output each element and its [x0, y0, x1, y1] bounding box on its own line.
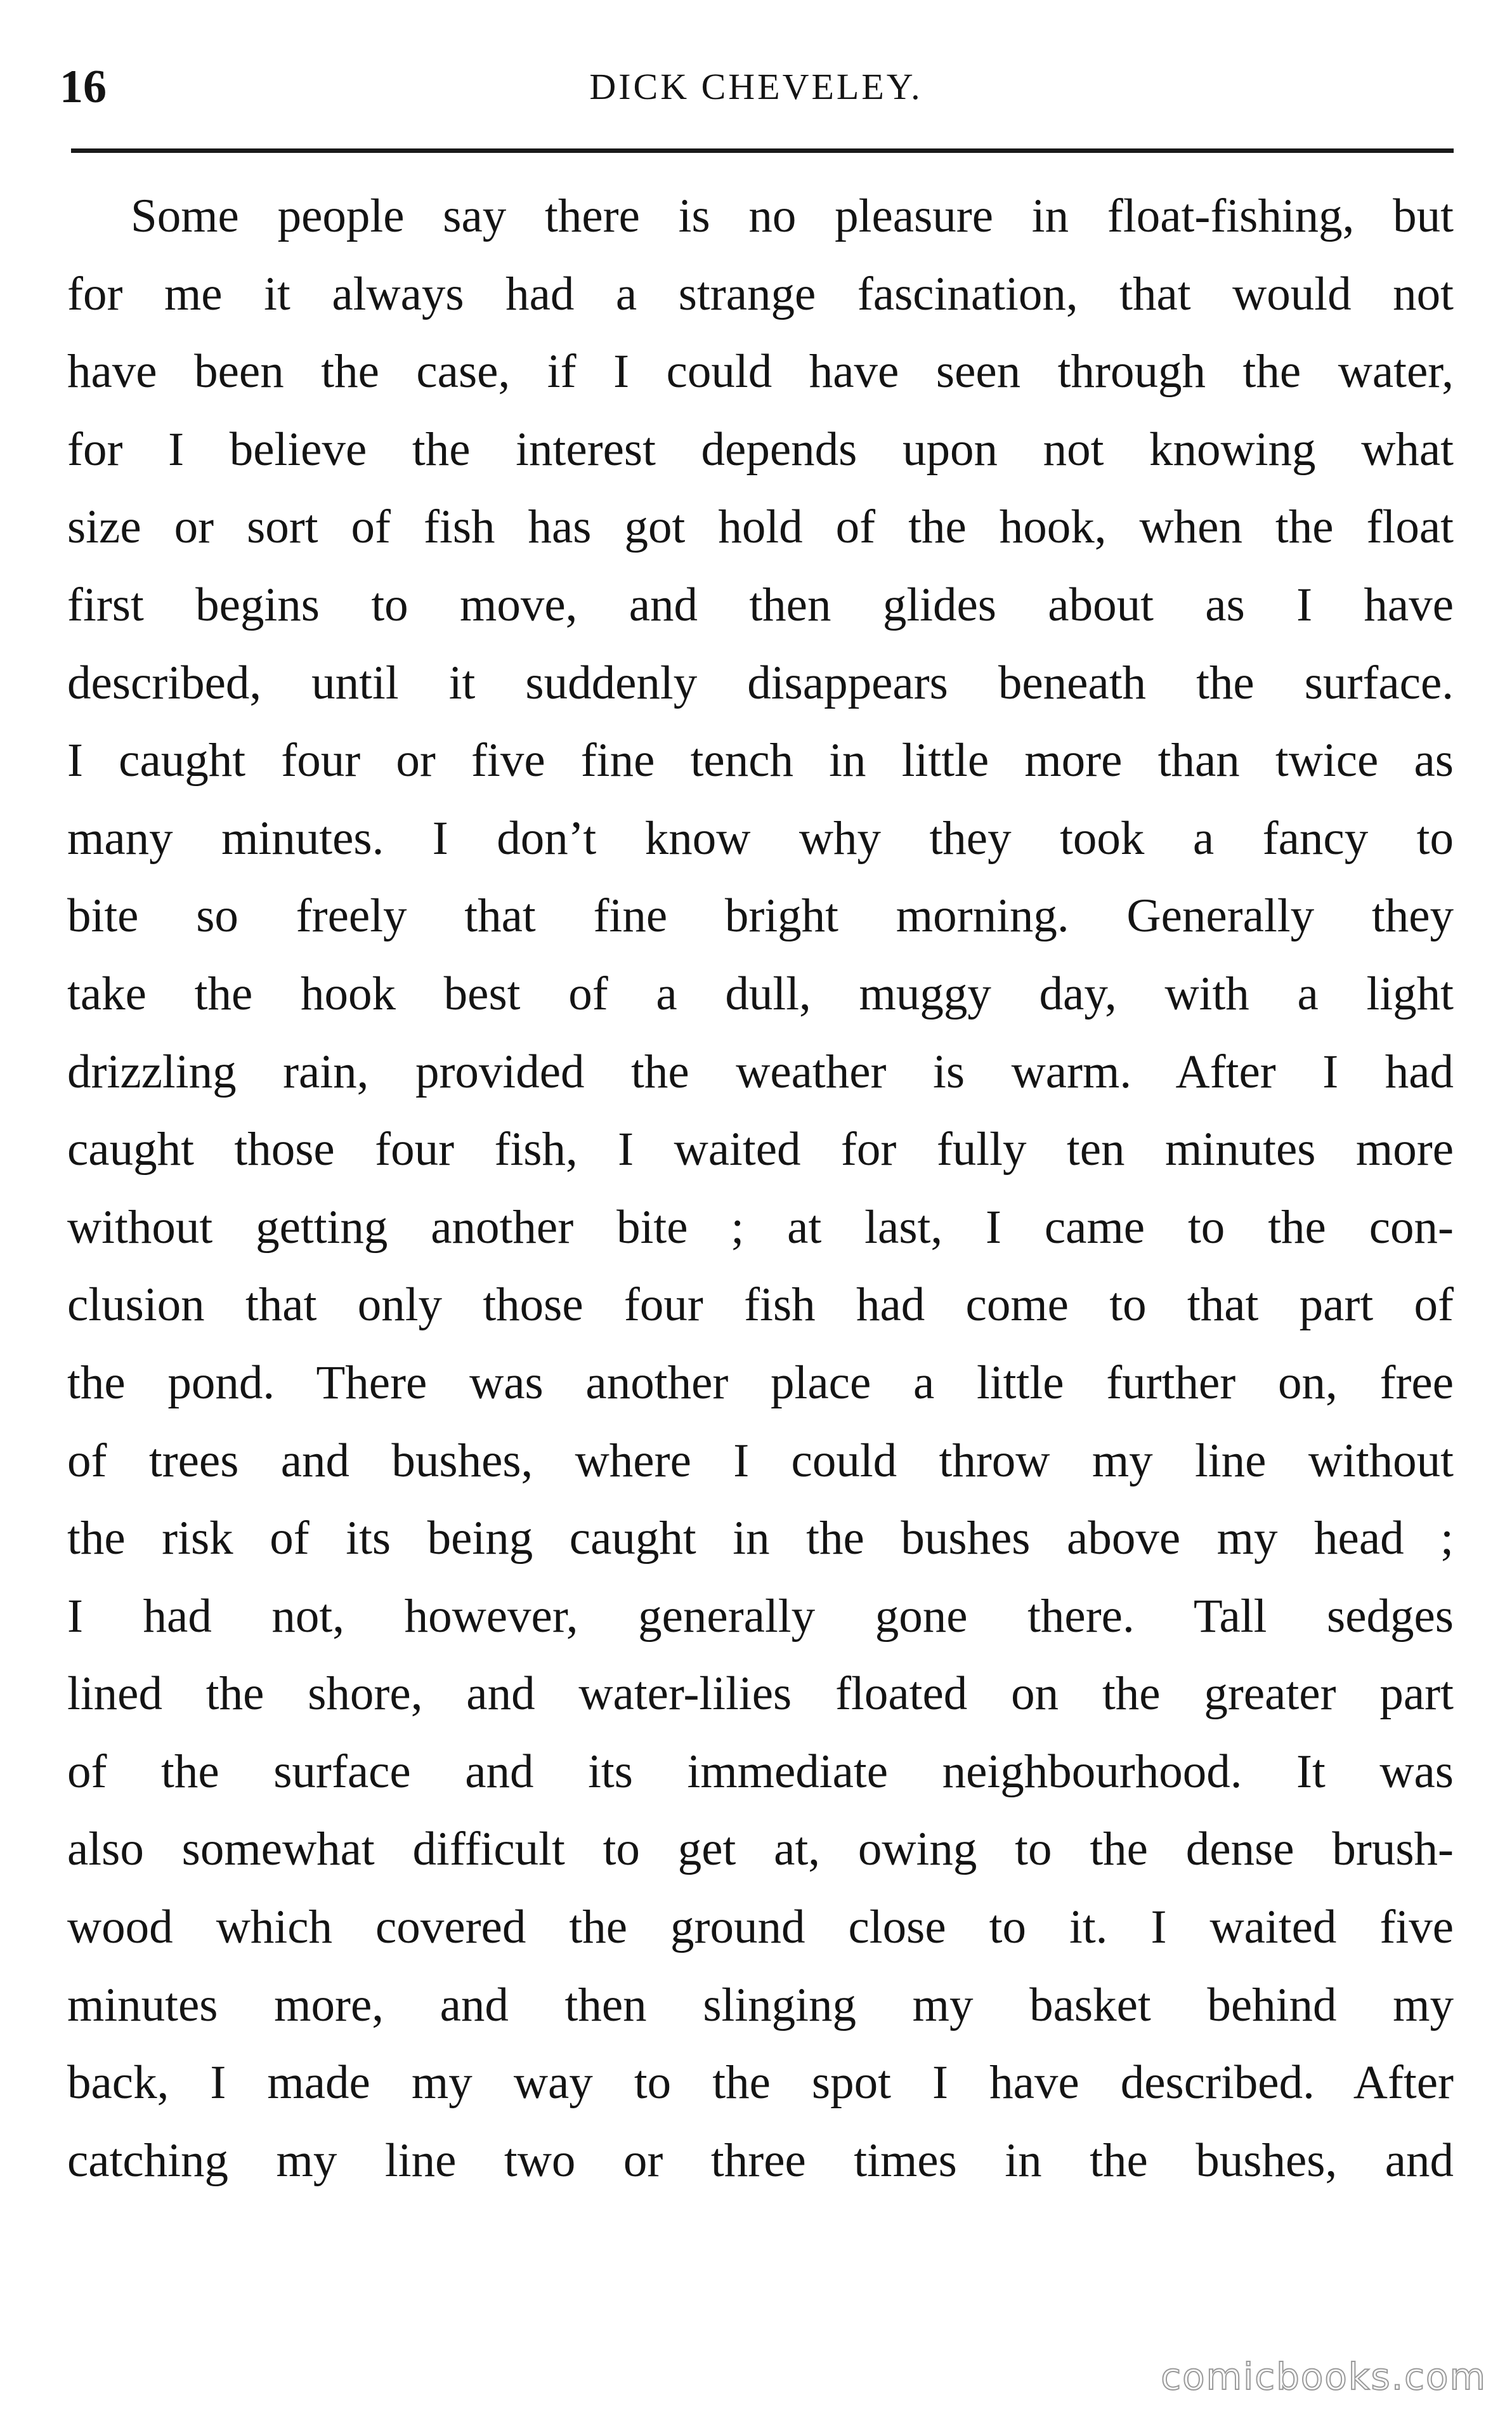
text-line: size or sort of fish has got hold of the hook, when the float [67, 501, 1454, 554]
page-number: 16 [60, 61, 107, 113]
site-watermark: comicbooks.com [1161, 2355, 1487, 2398]
text-line: take the hook best of a dull, muggy day, with a light [67, 967, 1454, 1020]
text-line: I caught four or five fine tench in little more than twice as [67, 734, 1454, 787]
text-line: the risk of its being caught in the bushes above my head ; [67, 1512, 1454, 1565]
text-line: clusion that only those four fish had come to that part of [67, 1278, 1454, 1332]
body-paragraph [67, 178, 1454, 2200]
text-line: drizzling rain, provided the weather is warm. After I had [67, 1045, 1454, 1098]
running-title: DICK CHEVELEY. [589, 66, 923, 107]
text-line: described, until it suddenly disappears beneath the surface. [67, 656, 1454, 709]
text-line: have been the case, if I could have seen through the water, [67, 345, 1454, 398]
text-line: first begins to move, and then glides about as I have [67, 578, 1454, 631]
text-line: lined the shore, and water-lilies floated on the greater part [67, 1667, 1454, 1721]
text-line: the pond. There was another place a little further on, free [67, 1356, 1454, 1409]
header-rule [71, 148, 1454, 153]
text-line: wood which covered the ground close to it. I waited five [67, 1901, 1454, 1954]
text-line: many minutes. I don’t know why they took a fancy to [67, 811, 1454, 865]
text-line: Some people say there is no pleasure in float-fishing, but [131, 190, 1454, 242]
text-line: without getting another bite ; at last, I came to the con- [67, 1200, 1454, 1254]
text-line: catching my line two or three times in the bushes, and [67, 2134, 1454, 2187]
text-line: for me it always had a strange fascination, that would not [67, 267, 1454, 320]
text-line: for I believe the interest depends upon not knowing what [67, 423, 1454, 476]
text-line: I had not, however, generally gone there. Tall sedges [67, 1589, 1454, 1643]
text-line: minutes more, and then slinging my basket behind my [67, 1978, 1454, 2031]
text-line: caught those four fish, I waited for fully ten minutes more [67, 1123, 1454, 1176]
text-line: bite so freely that fine bright morning. Generally they [67, 889, 1454, 943]
text-line: of trees and bushes, where I could throw my line without [67, 1434, 1454, 1487]
text-line: back, I made my way to the spot I have described. After [67, 2056, 1454, 2109]
page-header [60, 52, 1452, 122]
text-line: also somewhat difficult to get at, owing to the dense brush- [67, 1823, 1454, 1876]
text-line: of the surface and its immediate neighbourhood. It was [67, 1745, 1454, 1798]
